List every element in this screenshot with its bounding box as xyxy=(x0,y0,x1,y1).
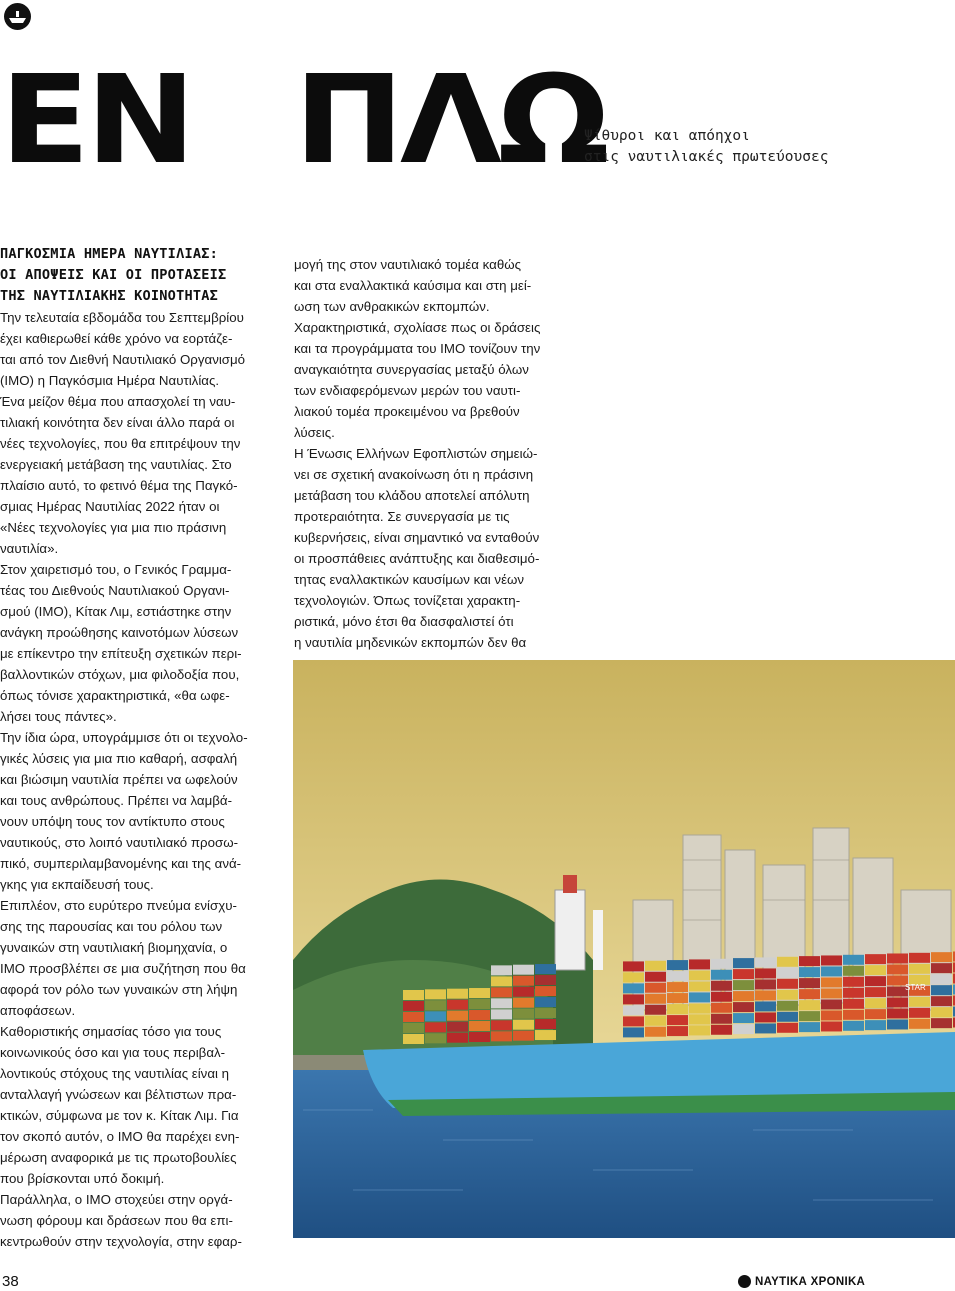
container-box xyxy=(755,1023,776,1033)
article-text-line: σης της παρουσίας και του ρόλου των xyxy=(0,919,223,934)
article-text-line: αποφάσεων. xyxy=(0,1003,76,1018)
article-text-line: λήσει τους πάντες». xyxy=(0,709,117,724)
article-text-line: η ναυτιλία μηδενικών εκπομπών δεν θα xyxy=(294,635,527,650)
container-box xyxy=(689,992,710,1002)
container-box xyxy=(755,1012,776,1022)
container-box xyxy=(623,1016,644,1026)
container-box xyxy=(777,1023,798,1033)
container-box xyxy=(843,999,864,1009)
container-box xyxy=(623,983,644,993)
article-text-line: κτικών, σύμφωνα με τον κ. Κίτακ Λιμ. Για xyxy=(0,1108,239,1123)
container-box xyxy=(843,977,864,987)
article-text-line: Παράλληλα, ο ΙΜΟ στοχεύει στην οργά- xyxy=(0,1192,233,1207)
container-box xyxy=(667,1026,688,1036)
article-text-line: μέρωση αναφορικά με τις πρωτοβουλίες xyxy=(0,1150,237,1165)
article-text-line: τητας εναλλακτικών καυσίμων και νέων xyxy=(294,572,525,587)
container-box xyxy=(469,999,490,1009)
article-text-line: γυναικών στη ναυτιλιακή βιομηχανία, ο xyxy=(0,940,228,955)
container-box xyxy=(733,991,754,1001)
container-box xyxy=(887,997,908,1007)
article-text-line: Καθοριστικής σημασίας τόσο για τους xyxy=(0,1024,222,1039)
article-text-line: που βρίσκονται υπό δοκιμή. xyxy=(0,1171,165,1186)
container-box xyxy=(491,1020,512,1030)
container-box xyxy=(513,1020,534,1030)
article-text-line: γικές λύσεις για μια πιο καθαρή, ασφαλή xyxy=(0,751,238,766)
article-text-line: σμού (ΙΜΟ), Κίτακ Λιμ, εστιάστηκε στην xyxy=(0,604,232,619)
container-box xyxy=(821,1021,842,1031)
article-text-line: νωση φόρουμ και δράσεων που θα επι- xyxy=(0,1213,233,1228)
article-text-line: και τους ανθρώπους. Πρέπει να λαμβά- xyxy=(0,793,233,808)
container-box xyxy=(711,959,732,969)
article-text-line: ΙΜΟ προσβλέπει σε μια συζήτηση που θα xyxy=(0,961,246,976)
container-box xyxy=(469,1032,490,1042)
container-box xyxy=(425,1000,446,1010)
container-box xyxy=(513,987,534,997)
container-box xyxy=(711,970,732,980)
container-box xyxy=(821,955,842,965)
container-box xyxy=(513,1031,534,1041)
section-title-right: ΠΛΩ xyxy=(294,49,606,191)
container-box xyxy=(821,1010,842,1020)
container-box xyxy=(843,955,864,965)
container-box xyxy=(799,978,820,988)
article-text-line: αναγκαιότητα συνεργασίας μεταξύ όλων xyxy=(294,362,529,377)
container-box xyxy=(931,963,952,973)
container-box xyxy=(535,1008,556,1018)
article-text-line: λιακού τομέα προκειμένου να βρεθούν xyxy=(294,404,520,419)
container-box xyxy=(777,1001,798,1011)
container-box xyxy=(689,981,710,991)
article-text-line: Χαρακτηριστικά, σχολίασε πως οι δράσεις xyxy=(294,320,541,335)
container-box xyxy=(469,988,490,998)
container-box xyxy=(733,958,754,968)
container-box xyxy=(887,953,908,963)
container-box xyxy=(645,994,666,1004)
container-box xyxy=(887,1008,908,1018)
container-box xyxy=(667,1015,688,1025)
container-box xyxy=(799,967,820,977)
article-text-line: και στα εναλλακτικά καύσιμα και στη μεί- xyxy=(294,278,532,293)
article-left-column xyxy=(0,244,282,1252)
article-text-line: με επίκεντρο την επίτευξη σχετικών περι- xyxy=(0,646,242,661)
container-box xyxy=(491,1031,512,1041)
container-box xyxy=(843,1010,864,1020)
brand-name: ΝΑΥΤΙΚΑ ΧΡΟΝΙΚΑ xyxy=(755,1275,866,1288)
container-box xyxy=(887,964,908,974)
container-box xyxy=(909,1008,930,1018)
ship-icon xyxy=(738,1275,751,1288)
container-box xyxy=(689,959,710,969)
article-text-line: τεχνολογιών. Όπως τονίζεται χαρακτη- xyxy=(294,593,521,608)
container-box xyxy=(623,1027,644,1037)
container-box xyxy=(447,1000,468,1010)
article-text-line: των ενδιαφερόμενων μερών του ναυτι- xyxy=(294,383,521,398)
article-text-line: μογή της στον ναυτιλιακό τομέα καθώς xyxy=(294,257,522,272)
container-box xyxy=(425,989,446,999)
container-box xyxy=(931,952,952,962)
article-text-line: ανάγκη προώθησης καινοτόμων λύσεων xyxy=(0,625,239,640)
article-text-line: νέες τεχνολογίες, που θα επιτρέψουν την xyxy=(0,436,241,451)
container-box xyxy=(799,1000,820,1010)
container-box xyxy=(623,972,644,982)
container-box xyxy=(491,987,512,997)
container-box xyxy=(865,998,886,1008)
container-box xyxy=(425,1022,446,1032)
article-text-line: ανταλλαγή γνώσεων και βέλτιστων πρα- xyxy=(0,1087,237,1102)
container-box xyxy=(843,1021,864,1031)
article-text-line: Την τελευταία εβδομάδα του Σεπτεμβρίου xyxy=(0,310,244,325)
container-box xyxy=(535,997,556,1007)
article-text-line: κοινωνικούς όσο και για τους περιβαλ- xyxy=(0,1045,226,1060)
magazine-logo-icon xyxy=(4,3,31,30)
container-box xyxy=(491,976,512,986)
article-text-line: ριστικά, μόνο έτσι θα διασφαλιστεί ότι xyxy=(294,614,514,629)
container-box xyxy=(865,1020,886,1030)
section-title-left: ΕΝ xyxy=(0,49,192,191)
article-text-line: τέας του Διεθνούς Ναυτιλιακού Οργανι- xyxy=(0,583,230,598)
container-box xyxy=(865,1009,886,1019)
container-box xyxy=(711,1025,732,1035)
container-box xyxy=(799,956,820,966)
container-box xyxy=(865,976,886,986)
container-box xyxy=(447,989,468,999)
article-text-line: «Νέες τεχνολογίες για μια πιο πράσινη xyxy=(0,520,227,535)
article-text-line: προτεραιότητα. Σε συνεργασία με τις xyxy=(294,509,510,524)
article-text-line: έχει καθιερωθεί κάθε χρόνο να εορτάζε- xyxy=(0,331,233,346)
article-text-line: Η Ένωσις Ελλήνων Εφοπλιστών σημειώ- xyxy=(294,446,538,461)
container-box xyxy=(645,983,666,993)
container-box xyxy=(447,1022,468,1032)
container-ship-photo xyxy=(293,660,955,1238)
article-text-line: όπως τόνισε χαρακτηριστικά, «θα ωφε- xyxy=(0,688,230,703)
container-box xyxy=(909,953,930,963)
container-box xyxy=(777,968,798,978)
container-box xyxy=(689,1003,710,1013)
article-text-line: ναυτιλία». xyxy=(0,541,59,556)
container-box xyxy=(755,979,776,989)
container-box xyxy=(623,961,644,971)
article-text-line: κεντρωθούν στην τεχνολογία, στην εφαρ- xyxy=(0,1234,242,1249)
container-box xyxy=(755,1001,776,1011)
container-box xyxy=(909,1019,930,1029)
container-box xyxy=(425,1033,446,1043)
container-box xyxy=(843,966,864,976)
container-box xyxy=(755,968,776,978)
container-box xyxy=(645,1016,666,1026)
article-text-line: ωση των ανθρακικών εκπομπών. xyxy=(294,299,490,314)
container-box xyxy=(403,1034,424,1044)
container-box xyxy=(909,997,930,1007)
article-text-line: γκης για εκπαίδευσή τους. xyxy=(0,877,154,892)
article-text-line: λοντικούς στόχους της ναυτιλίας είναι η xyxy=(0,1066,230,1081)
article-right-body xyxy=(294,254,564,653)
container-box xyxy=(491,998,512,1008)
article-text-line: και βιώσιμη ναυτιλία πρέπει να ωφελούν xyxy=(0,772,238,787)
container-box xyxy=(535,1019,556,1029)
article-headline: ΤΗΣ ΝΑΥΤΙΛΙΑΚΗΣ ΚΟΙΝΟΤΗΤΑΣ xyxy=(0,288,218,304)
article-text-line: Την ίδια ώρα, υπογράμμισε ότι οι τεχνολο- xyxy=(0,730,248,745)
container-box xyxy=(755,990,776,1000)
page-number: 38 xyxy=(2,1273,19,1290)
container-box xyxy=(777,990,798,1000)
article-text-line: ται από τον Διεθνή Ναυτιλιακό Οργανισμό xyxy=(0,352,246,367)
container-box xyxy=(887,1019,908,1029)
container-box xyxy=(535,975,556,985)
article-text-line: κυβερνήσεις, είναι σημαντικό να ενταθούν xyxy=(294,530,540,545)
container-box xyxy=(469,1010,490,1020)
container-box xyxy=(667,1004,688,1014)
container-box xyxy=(799,989,820,999)
article-text-line: τιλιακή κοινότητα δεν είναι άλλο παρά οι xyxy=(0,415,235,430)
subtitle-line: Ψίθυροι και απόηχοι xyxy=(584,128,750,144)
container-box xyxy=(931,1007,952,1017)
article-text-line: βαλλοντικών στόχων, μια φιλοδοξία που, xyxy=(0,667,240,682)
container-box xyxy=(425,1011,446,1021)
container-box xyxy=(535,1030,556,1040)
container-box xyxy=(733,1013,754,1023)
container-box xyxy=(711,1014,732,1024)
container-box xyxy=(711,981,732,991)
container-box xyxy=(645,961,666,971)
container-box xyxy=(623,1005,644,1015)
container-box xyxy=(469,1021,490,1031)
container-box xyxy=(821,988,842,998)
container-label: STAR xyxy=(905,983,926,992)
article-headline: ΠΑΓΚΟΣΜΙΑ ΗΜΕΡΑ ΝΑΥΤΙΛΙΑΣ: xyxy=(0,246,218,262)
container-box xyxy=(403,1012,424,1022)
article-text-line: νουν υπόψη τους τον αντίκτυπο στους xyxy=(0,814,225,829)
container-box xyxy=(733,1024,754,1034)
article-text-line: Επιπλέον, στο ευρύτερο πνεύμα ενίσχυ- xyxy=(0,898,237,913)
container-box xyxy=(799,1011,820,1021)
container-box xyxy=(447,1033,468,1043)
container-box xyxy=(909,964,930,974)
container-box xyxy=(711,1003,732,1013)
container-box xyxy=(777,979,798,989)
container-box xyxy=(821,977,842,987)
container-box xyxy=(931,996,952,1006)
article-text-line: μετάβαση του κλάδου αποτελεί απόλυτη xyxy=(294,488,530,503)
article-text-line: σμιας Ημέρας Ναυτιλίας 2022 ήταν οι xyxy=(0,499,220,514)
container-box xyxy=(491,965,512,975)
container-box xyxy=(689,970,710,980)
container-box xyxy=(645,1005,666,1015)
container-box xyxy=(513,1009,534,1019)
article-text-line: Στον χαιρετισμό του, ο Γενικός Γραμμα- xyxy=(0,562,232,577)
container-box xyxy=(645,972,666,982)
container-box xyxy=(689,1025,710,1035)
article-text-line: ναυτικούς, στο λοιπό ναυτιλιακό προσω- xyxy=(0,835,239,850)
article-text-line: τον σκοπό αυτόν, ο ΙΜΟ θα παρέχει ενη- xyxy=(0,1129,240,1144)
container-box xyxy=(535,964,556,974)
container-box xyxy=(777,1012,798,1022)
brand xyxy=(738,1275,865,1288)
container-box xyxy=(403,1023,424,1033)
article-text-line: πικό, συμπεριλαμβανομένης και της ανά- xyxy=(0,856,242,871)
container-box xyxy=(513,998,534,1008)
article-text-line: (ΙΜΟ) η Παγκόσμια Ημέρα Ναυτιλίας. xyxy=(0,373,220,388)
container-box xyxy=(931,1018,952,1028)
container-box xyxy=(447,1011,468,1021)
container-box xyxy=(733,980,754,990)
container-box xyxy=(821,966,842,976)
article-text-line: πλαίσιο αυτό, το φετινό θέμα της Παγκό- xyxy=(0,478,238,493)
container-box xyxy=(821,999,842,1009)
article-headline: ΟΙ ΑΠΟΨΕΙΣ ΚΑΙ ΟΙ ΠΡΟΤΑΣΕΙΣ xyxy=(0,267,227,283)
article-text-line: αφορά τον ρόλο των γυναικών στη λήψη xyxy=(0,982,238,997)
subtitle-line: στις ναυτιλιακές πρωτεύουσες xyxy=(584,149,829,165)
section-subtitle xyxy=(584,126,864,168)
article-text-line: Ένα μείζον θέμα που απασχολεί τη ναυ- xyxy=(0,394,236,409)
container-box xyxy=(667,960,688,970)
container-box xyxy=(865,987,886,997)
article-text-line: και τα προγράμματα του ΙΜΟ τονίζουν την xyxy=(294,341,541,356)
container-box xyxy=(755,957,776,967)
container-box xyxy=(865,954,886,964)
container-box xyxy=(645,1027,666,1037)
container-box xyxy=(711,992,732,1002)
container-box xyxy=(513,976,534,986)
article-left-body xyxy=(0,307,282,1252)
container-box xyxy=(403,990,424,1000)
article-right-column xyxy=(294,254,564,653)
container-box xyxy=(667,971,688,981)
container-box xyxy=(403,1001,424,1011)
container-box xyxy=(623,994,644,1004)
container-box xyxy=(667,993,688,1003)
container-box xyxy=(777,957,798,967)
container-box xyxy=(513,965,534,975)
container-box xyxy=(843,988,864,998)
container-box xyxy=(733,1002,754,1012)
container-box xyxy=(689,1014,710,1024)
container-box xyxy=(535,986,556,996)
container-box xyxy=(799,1022,820,1032)
container-box xyxy=(865,965,886,975)
container-box xyxy=(931,974,952,984)
article-text-line: νει σε σχετική ανακοίνωση ότι η πράσινη xyxy=(294,467,534,482)
article-text-line: λύσεις. xyxy=(294,425,335,440)
container-box xyxy=(491,1009,512,1019)
container-box xyxy=(667,982,688,992)
container-box xyxy=(733,969,754,979)
article-text-line: οι προσπάθειες ανάπτυξης και διαθεσιμό- xyxy=(294,551,540,566)
article-text-line: ενεργειακή μετάβαση της ναυτιλίας. Στο xyxy=(0,457,232,472)
container-box xyxy=(931,985,952,995)
